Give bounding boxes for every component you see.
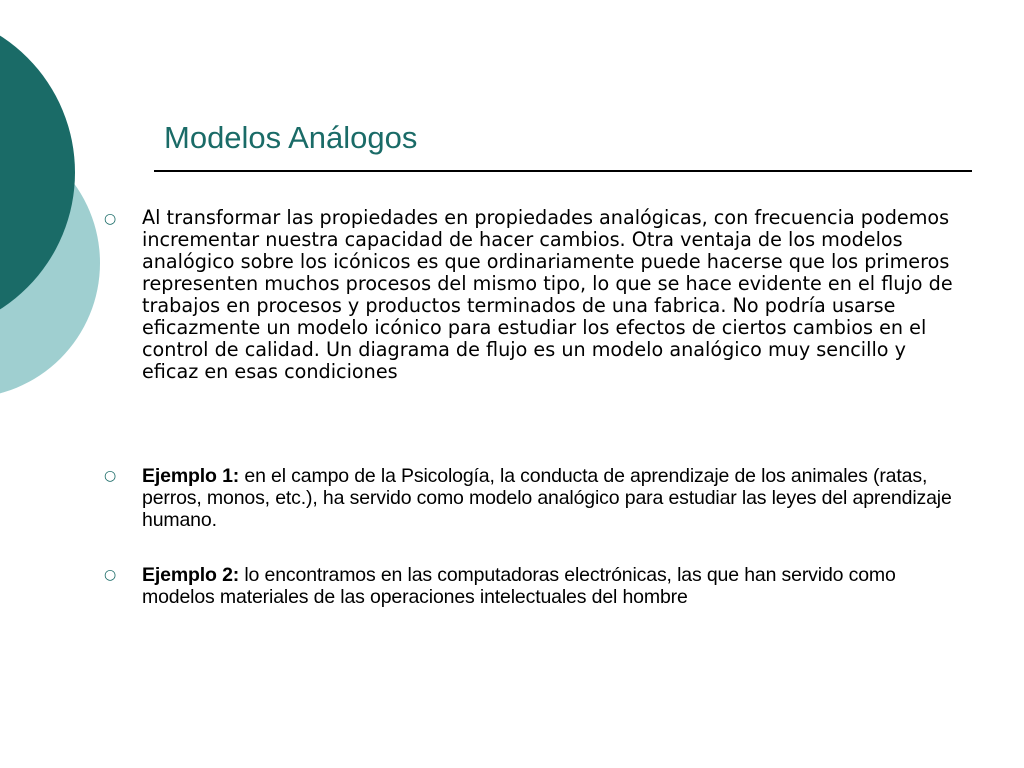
bullet-text: [142, 465, 964, 531]
example-text: lo encontramos en las computadoras electrónicas, las que han servido como modelos materiales de las operaciones intelectuales del hombre: [142, 564, 896, 608]
hollow-circle-bullet-icon: ○: [104, 567, 117, 583]
title-underline: [154, 170, 972, 172]
hollow-circle-bullet-icon: ○: [104, 211, 117, 227]
example-label: Ejemplo 2:: [142, 564, 240, 586]
example-label: Ejemplo 1:: [142, 465, 240, 487]
bullet-item-example-1: [104, 465, 964, 531]
bullet-text: Al transformar las propiedades en propiedades analógicas, con frecuencia podemos incrementar nuestra capacidad de hacer cambios. Otra ventaja de los modelos analógico sobre los icónicos es que ordinariamente puede hacerse que los primeros representen muchos procesos del mismo tipo, lo que se hace evidente en el flujo de trabajos en procesos y productos terminados de una fabrica. No podría usarse eficazmente un modelo icónico para estudiar los efectos de ciertos cambios en el control de calidad. Un diagrama de flujo es un modelo analógico muy sencillo y eficaz en esas condiciones: [142, 206, 953, 383]
bullet-item-example-2: [104, 564, 964, 608]
bullet-item-intro: [104, 207, 964, 383]
hollow-circle-bullet-icon: ○: [104, 468, 117, 484]
example-text: en el campo de la Psicología, la conducta de aprendizaje de los animales (ratas, perros, monos, etc.), ha servido como modelo analógico para estudiar las leyes del aprendizaje humano.: [142, 465, 952, 531]
slide-title: Modelos Análogos: [164, 120, 418, 155]
bullet-text: [142, 564, 964, 608]
